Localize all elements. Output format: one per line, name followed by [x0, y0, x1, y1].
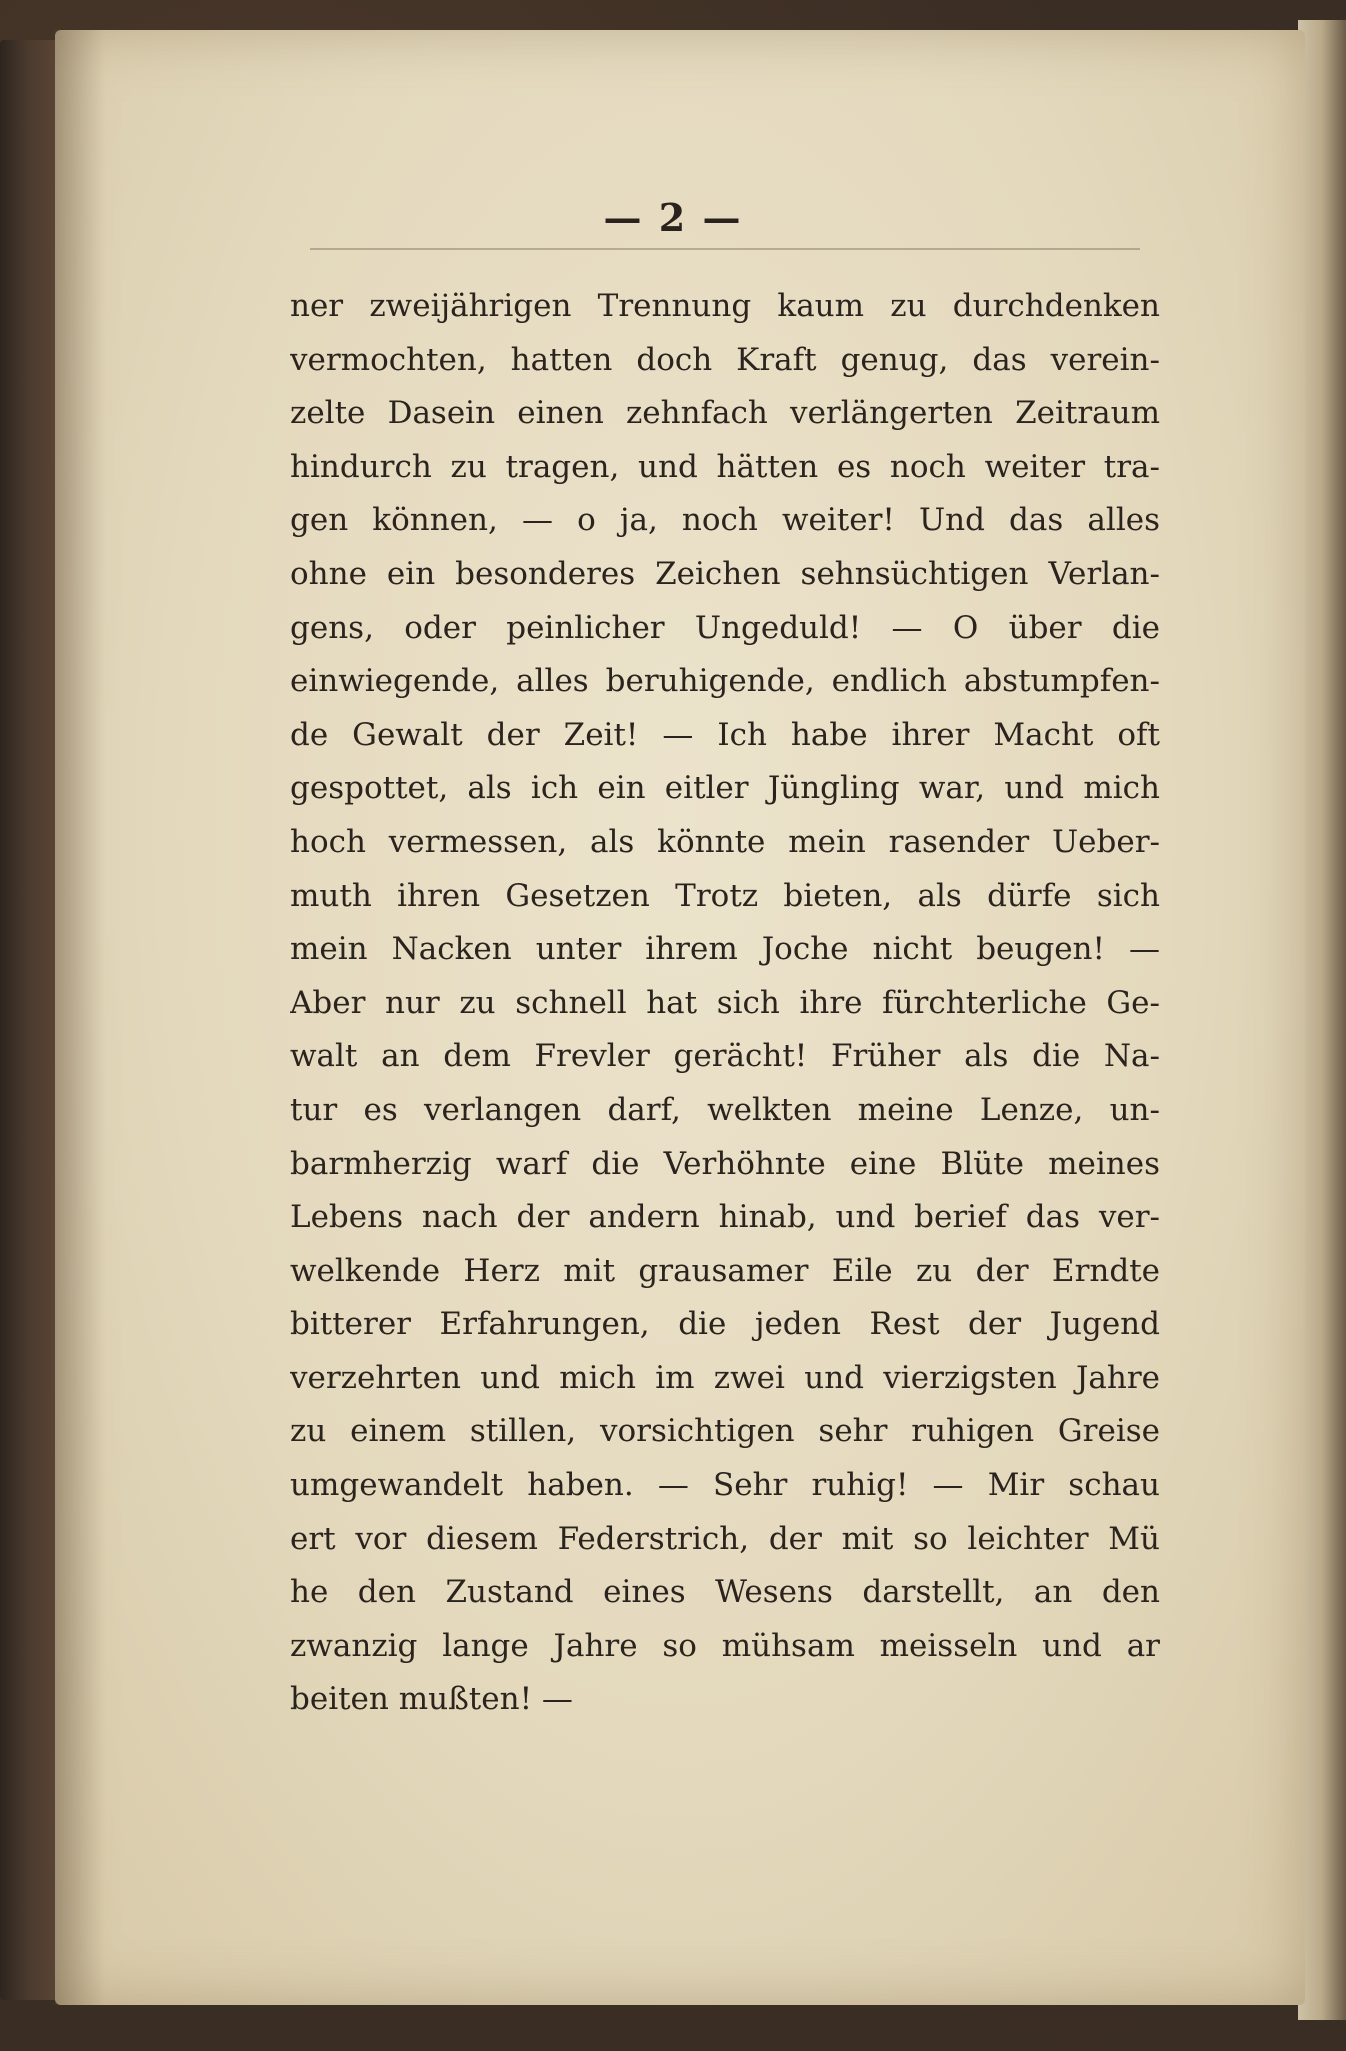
text-line: hindurch zu tragen, und hätten es noch weiter tra-	[290, 448, 1160, 485]
text-line: he den Zustand eines Wesens darstellt, an den	[290, 1574, 1160, 1611]
text-line: barmherzig warf die Verhöhnte eine Blüte meines	[290, 1145, 1160, 1182]
text-line: einwiegende, alles beruhigende, endlich abstumpfen-	[290, 663, 1160, 700]
text-line: ner zweijährigen Trennung kaum zu durchdenken	[290, 288, 1160, 324]
text-line: zu einem stillen, vorsichtigen sehr ruhigen Greise	[290, 1413, 1160, 1450]
text-line: gespottet, als ich ein eitler Jüngling war, und mich	[290, 770, 1160, 807]
text-line: walt an dem Frevler gerächt! Früher als die Na-	[290, 1038, 1160, 1075]
text-line: hoch vermessen, als könnte mein rasender Ueber-	[290, 823, 1160, 860]
text-line: zelte Dasein einen zehnfach verlängerten Zeitraum	[290, 395, 1160, 432]
header-rule	[310, 248, 1140, 250]
page-number: — 2 —	[603, 195, 743, 240]
text-line: tur es verlangen darf, welkten meine Lenze, un-	[290, 1091, 1160, 1128]
book-cover-edge	[0, 40, 60, 2000]
text-line: zwanzig lange Jahre so mühsam meisseln und ar	[290, 1627, 1160, 1664]
text-line: muth ihren Gesetzen Trotz bieten, als dürfe sich	[290, 877, 1160, 914]
text-line: ohne ein besonderes Zeichen sehnsüchtigen Verlan-	[290, 555, 1160, 592]
text-line: gens, oder peinlicher Ungeduld! — O über die	[290, 609, 1160, 646]
page-gutter-shadow	[55, 30, 105, 2005]
text-line: vermochten, hatten doch Kraft genug, das verein-	[290, 341, 1160, 378]
page-stack-edge	[1298, 20, 1346, 2020]
text-line: Aber nur zu schnell hat sich ihre fürchterliche Ge-	[290, 984, 1160, 1021]
text-line: umgewandelt haben. — Sehr ruhig! — Mir schau	[290, 1467, 1160, 1504]
text-line: gen können, — o ja, noch weiter! Und das alles	[290, 502, 1160, 539]
text-line: beiten mußten! —	[290, 1681, 573, 1718]
text-line: mein Nacken unter ihrem Joche nicht beugen! —	[290, 931, 1160, 968]
text-line: bitterer Erfahrungen, die jeden Rest der Jugend	[290, 1306, 1160, 1343]
text-line: verzehrten und mich im zwei und vierzigsten Jahre	[290, 1359, 1160, 1396]
body-text	[290, 280, 1160, 1727]
text-line: welkende Herz mit grausamer Eile zu der Erndte	[290, 1252, 1160, 1289]
text-line: ert vor diesem Federstrich, der mit so leichter Mü	[290, 1520, 1160, 1557]
text-line: Lebens nach der andern hinab, und berief das ver-	[290, 1199, 1160, 1236]
text-line: de Gewalt der Zeit! — Ich habe ihrer Macht oft	[290, 716, 1160, 753]
